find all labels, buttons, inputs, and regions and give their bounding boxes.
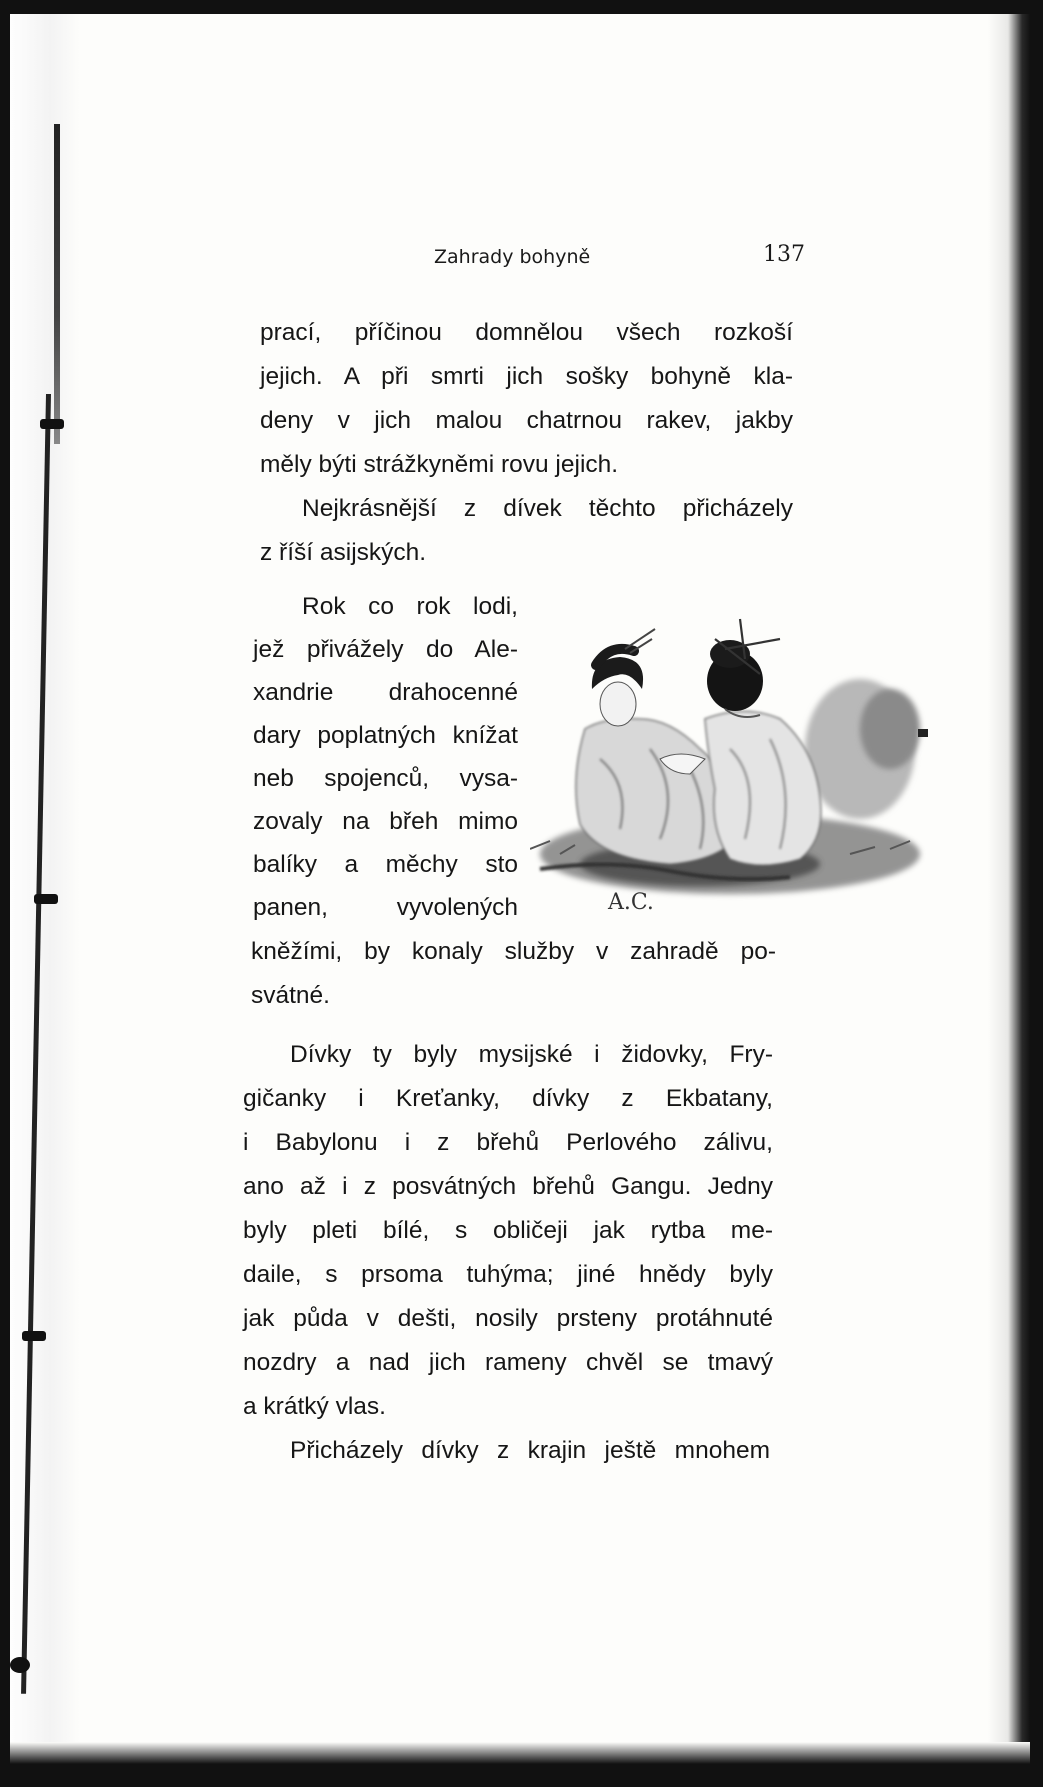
text-line: Nejkrásnější z dívek těchto přicházely [302, 495, 793, 522]
text-line: Rok co rok lodi, [302, 593, 518, 620]
binding-mark [22, 1331, 46, 1341]
text-line: gičanky i Kreťanky, dívky z Ekbatany, [243, 1085, 773, 1112]
illustration-two-women [530, 609, 935, 939]
page-number: 137 [763, 242, 805, 267]
page-bottom-edge [10, 1742, 1030, 1764]
text-line: jak půda v dešti, nosily prsteny protáhnuté [243, 1305, 773, 1332]
binding-edge-line [21, 394, 51, 1694]
text-line: jejich. A při smrti jich sošky bohyně kla- [260, 363, 793, 390]
right-figure-kimono [705, 712, 821, 866]
text-line: deny v jich malou chatrnou rakev, jakby [260, 407, 793, 434]
text-line: měly býti strážkyněmi rovu jejich. [260, 451, 619, 478]
binding-edge-upper [54, 124, 60, 444]
page-right-edge [988, 14, 1030, 1764]
page-header [430, 242, 805, 272]
text-line: kněžími, by konaly služby v zahradě po- [251, 938, 776, 965]
text-line: a krátký vlas. [243, 1393, 386, 1420]
page-gutter [10, 14, 80, 1764]
book-page [10, 14, 1030, 1764]
text-line: panen, vyvolených [253, 894, 518, 921]
text-line: jež přivážely do Ale- [253, 636, 518, 663]
foliage-wash [860, 689, 920, 769]
text-line: dary poplatných knížat [253, 722, 518, 749]
binding-mark [10, 1657, 30, 1673]
binding-mark [34, 894, 58, 904]
text-line: Dívky ty byly mysijské i židovky, Fry- [290, 1041, 773, 1068]
text-line: i Babylonu i z břehů Perlového zálivu, [243, 1129, 773, 1156]
text-line: balíky a měchy sto [253, 851, 518, 878]
ink-speck [918, 729, 928, 737]
text-line: byly pleti bílé, s obličeji jak rytba me- [243, 1217, 773, 1244]
text-line: z říší asijských. [260, 539, 427, 566]
binding-mark [40, 419, 64, 429]
text-line: zovaly na břeh mimo [253, 808, 518, 835]
left-figure-face [600, 682, 636, 726]
text-line: svátné. [251, 982, 330, 1009]
text-line: xandrie drahocenné [253, 679, 518, 706]
running-title: Zahrady bohyně [434, 246, 591, 268]
artist-signature: A.C. [608, 890, 654, 915]
text-line: ano až i z posvátných břehů Gangu. Jedny [243, 1173, 773, 1200]
text-line: neb spojenců, vysa- [253, 765, 518, 792]
text-line: daile, s prsoma tuhýma; jiné hnědy byly [243, 1261, 773, 1288]
text-line: prací, příčinou domnělou všech rozkoší [260, 319, 793, 346]
text-line: Přicházely dívky z krajin ještě mnohem [290, 1437, 770, 1464]
text-line: nozdry a nad jich rameny chvěl se tmavý [243, 1349, 773, 1376]
